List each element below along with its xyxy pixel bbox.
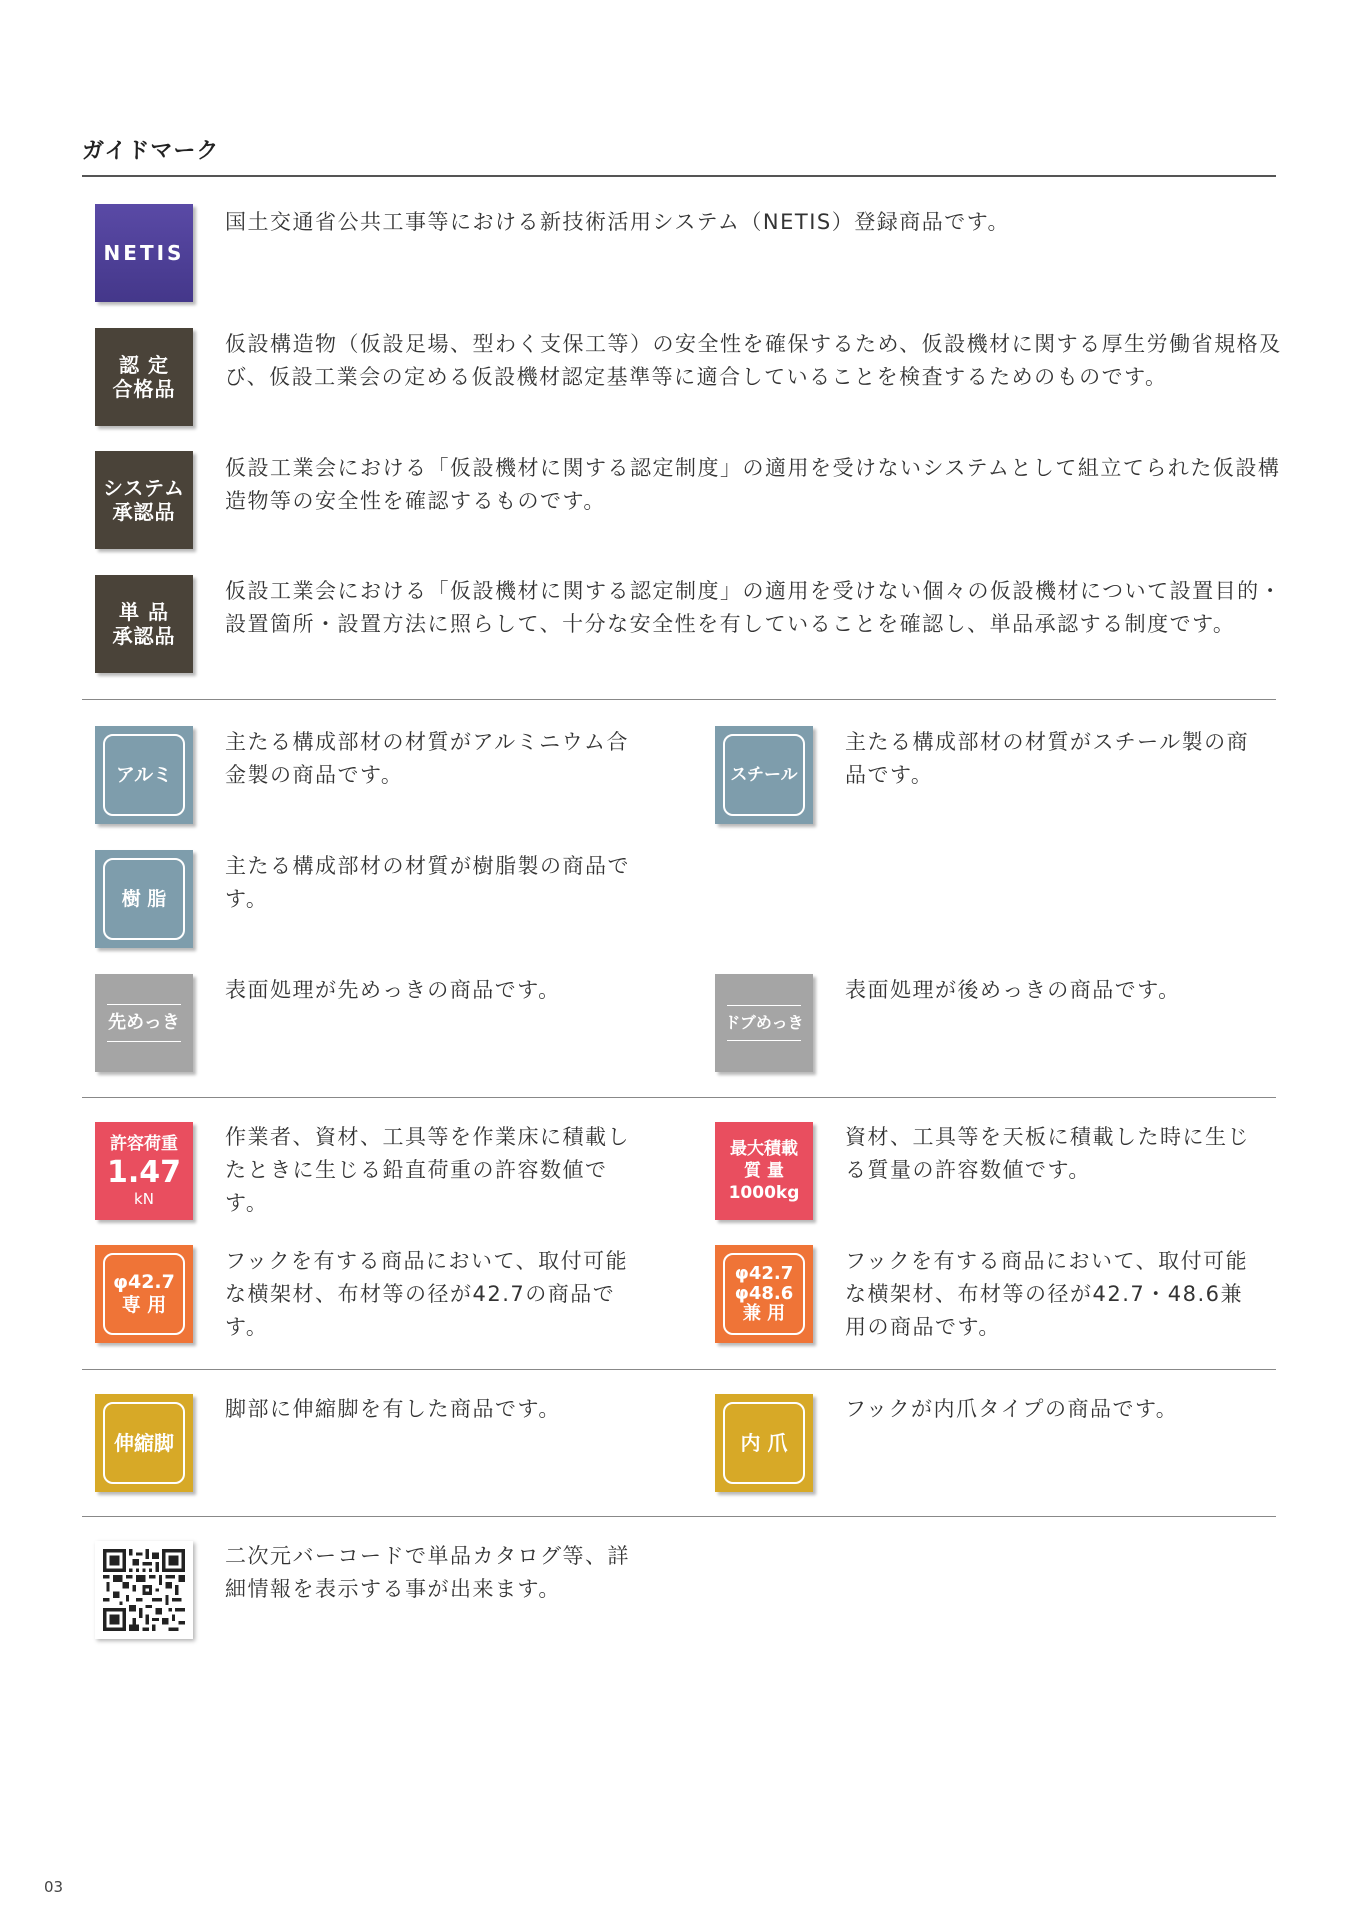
qr-code-icon	[103, 1549, 185, 1631]
pipe-42-7-48-6-badge	[715, 1245, 813, 1343]
telescopic-leg-label: 伸縮脚	[114, 1431, 174, 1455]
qr-code-description: 二次元バーコードで単品カタログ等、詳細情報を表示する事が出来ます。	[225, 1544, 630, 1601]
dip-plating-badge-label: ドブめっき	[724, 1013, 804, 1033]
badge-line-top	[107, 1004, 181, 1005]
telescopic-leg-badge	[95, 1394, 193, 1492]
allowable-load-unit: kN	[134, 1189, 154, 1208]
badge-frame	[103, 858, 185, 940]
max-load-line-2: 質 量	[744, 1160, 784, 1181]
page-number: 03	[44, 1878, 64, 1896]
inner-claw-description: フックが内爪タイプの商品です。	[845, 1397, 1179, 1421]
system-badge-line-2: 承認品	[112, 500, 176, 524]
single-approved-description: 仮設工業会における「仮設機材に関する認定制度」の適用を受けない個々の仮設機材について設置目的・設置箇所・設置方法に照らして、十分な安全性を有していることを確認し、単品承認する制度です。	[225, 579, 1283, 636]
max-load-line-3: 1000kg	[728, 1183, 800, 1204]
aluminum-badge	[95, 726, 193, 824]
max-load-line-1: 最大積載	[730, 1138, 798, 1159]
certified-badge-line-2: 合格品	[112, 377, 176, 401]
aluminum-badge-label: アルミ	[115, 763, 173, 786]
section-divider	[82, 1369, 1276, 1370]
badge-line-bottom	[107, 1041, 181, 1042]
certified-badge-line-1: 認 定	[119, 353, 169, 377]
single-badge-line-1: 単 品	[119, 600, 169, 624]
allowable-load-description: 作業者、資材、工具等を作業床に積載したときに生じる鉛直荷重の許容数値です。	[225, 1125, 630, 1215]
qr-code-badge	[95, 1541, 193, 1639]
badge-line-bottom	[727, 1040, 801, 1041]
system-approved-description: 仮設工業会における「仮設機材に関する認定制度」の適用を受けないシステムとして組立てられた仮設構造物等の安全性を確認するものです。	[225, 456, 1281, 513]
section-divider	[82, 1516, 1276, 1517]
netis-badge	[95, 204, 193, 302]
single-badge-line-2: 承認品	[112, 624, 176, 648]
pipe-42-7-badge	[95, 1245, 193, 1343]
pipe-42-7-description: フックを有する商品において、取付可能な横架材、布材等の径が42.7の商品です。	[225, 1249, 629, 1339]
certified-description: 仮設構造物（仮設足場、型わく支保工等）の安全性を確保するため、仮設機材に関する厚生労働省規格及び、仮設工業会の定める仮設機材認定基準等に適合していることを検査するためのものです。	[225, 332, 1282, 389]
badge-frame	[723, 734, 805, 816]
steel-badge-label: スチール	[730, 764, 798, 785]
max-load-badge	[715, 1122, 813, 1220]
heading-divider	[82, 175, 1276, 177]
telescopic-leg-description: 脚部に伸縮脚を有した商品です。	[225, 1397, 561, 1421]
badge-line-top	[727, 1005, 801, 1006]
pipe-42-7-48-6-description: フックを有する商品において、取付可能な横架材、布材等の径が42.7・48.6兼用の商品です。	[845, 1249, 1249, 1339]
section-divider	[82, 1097, 1276, 1098]
netis-badge-label: NETIS	[103, 241, 185, 265]
pipe-42-7-line-1: φ42.7	[113, 1271, 175, 1294]
resin-badge-label: 樹 脂	[121, 887, 167, 910]
netis-description: 国土交通省公共工事等における新技術活用システム（NETIS）登録商品です。	[225, 210, 1011, 234]
steel-description: 主たる構成部材の材質がスチール製の商品です。	[845, 730, 1250, 787]
resin-description: 主たる構成部材の材質が樹脂製の商品です。	[225, 854, 630, 911]
system-badge-line-1: システム	[103, 476, 185, 500]
inner-claw-label: 内 爪	[740, 1431, 788, 1455]
allowable-load-value: 1.47	[106, 1154, 182, 1190]
system-approved-badge	[95, 451, 193, 549]
badge-frame	[723, 1402, 805, 1484]
single-approved-badge	[95, 575, 193, 673]
pipe-dual-line-2: φ48.6	[734, 1283, 794, 1305]
pipe-42-7-line-2: 専 用	[121, 1294, 167, 1316]
pre-plating-badge	[95, 974, 193, 1072]
inner-claw-badge	[715, 1394, 813, 1492]
badge-frame	[103, 1253, 185, 1335]
pre-plating-description: 表面処理が先めっきの商品です。	[225, 978, 561, 1002]
badge-frame	[103, 1402, 185, 1484]
page-title: ガイドマーク	[82, 139, 220, 164]
certified-badge	[95, 328, 193, 426]
allowable-load-badge	[95, 1122, 193, 1220]
max-load-description: 資材、工具等を天板に積載した時に生じる質量の許容数値です。	[845, 1125, 1250, 1182]
pipe-dual-line-1: φ42.7	[734, 1263, 794, 1285]
steel-badge	[715, 726, 813, 824]
badge-frame	[103, 734, 185, 816]
pre-plating-badge-label: 先めっき	[108, 1012, 180, 1034]
dip-plating-badge	[715, 974, 813, 1072]
pipe-dual-line-3: 兼 用	[742, 1302, 786, 1324]
aluminum-description: 主たる構成部材の材質がアルミニウム合金製の商品です。	[225, 730, 629, 787]
section-divider	[82, 699, 1276, 700]
badge-frame	[723, 1253, 805, 1335]
resin-badge	[95, 850, 193, 948]
dip-plating-description: 表面処理が後めっきの商品です。	[845, 978, 1181, 1002]
allowable-load-title: 許容荷重	[110, 1133, 178, 1154]
